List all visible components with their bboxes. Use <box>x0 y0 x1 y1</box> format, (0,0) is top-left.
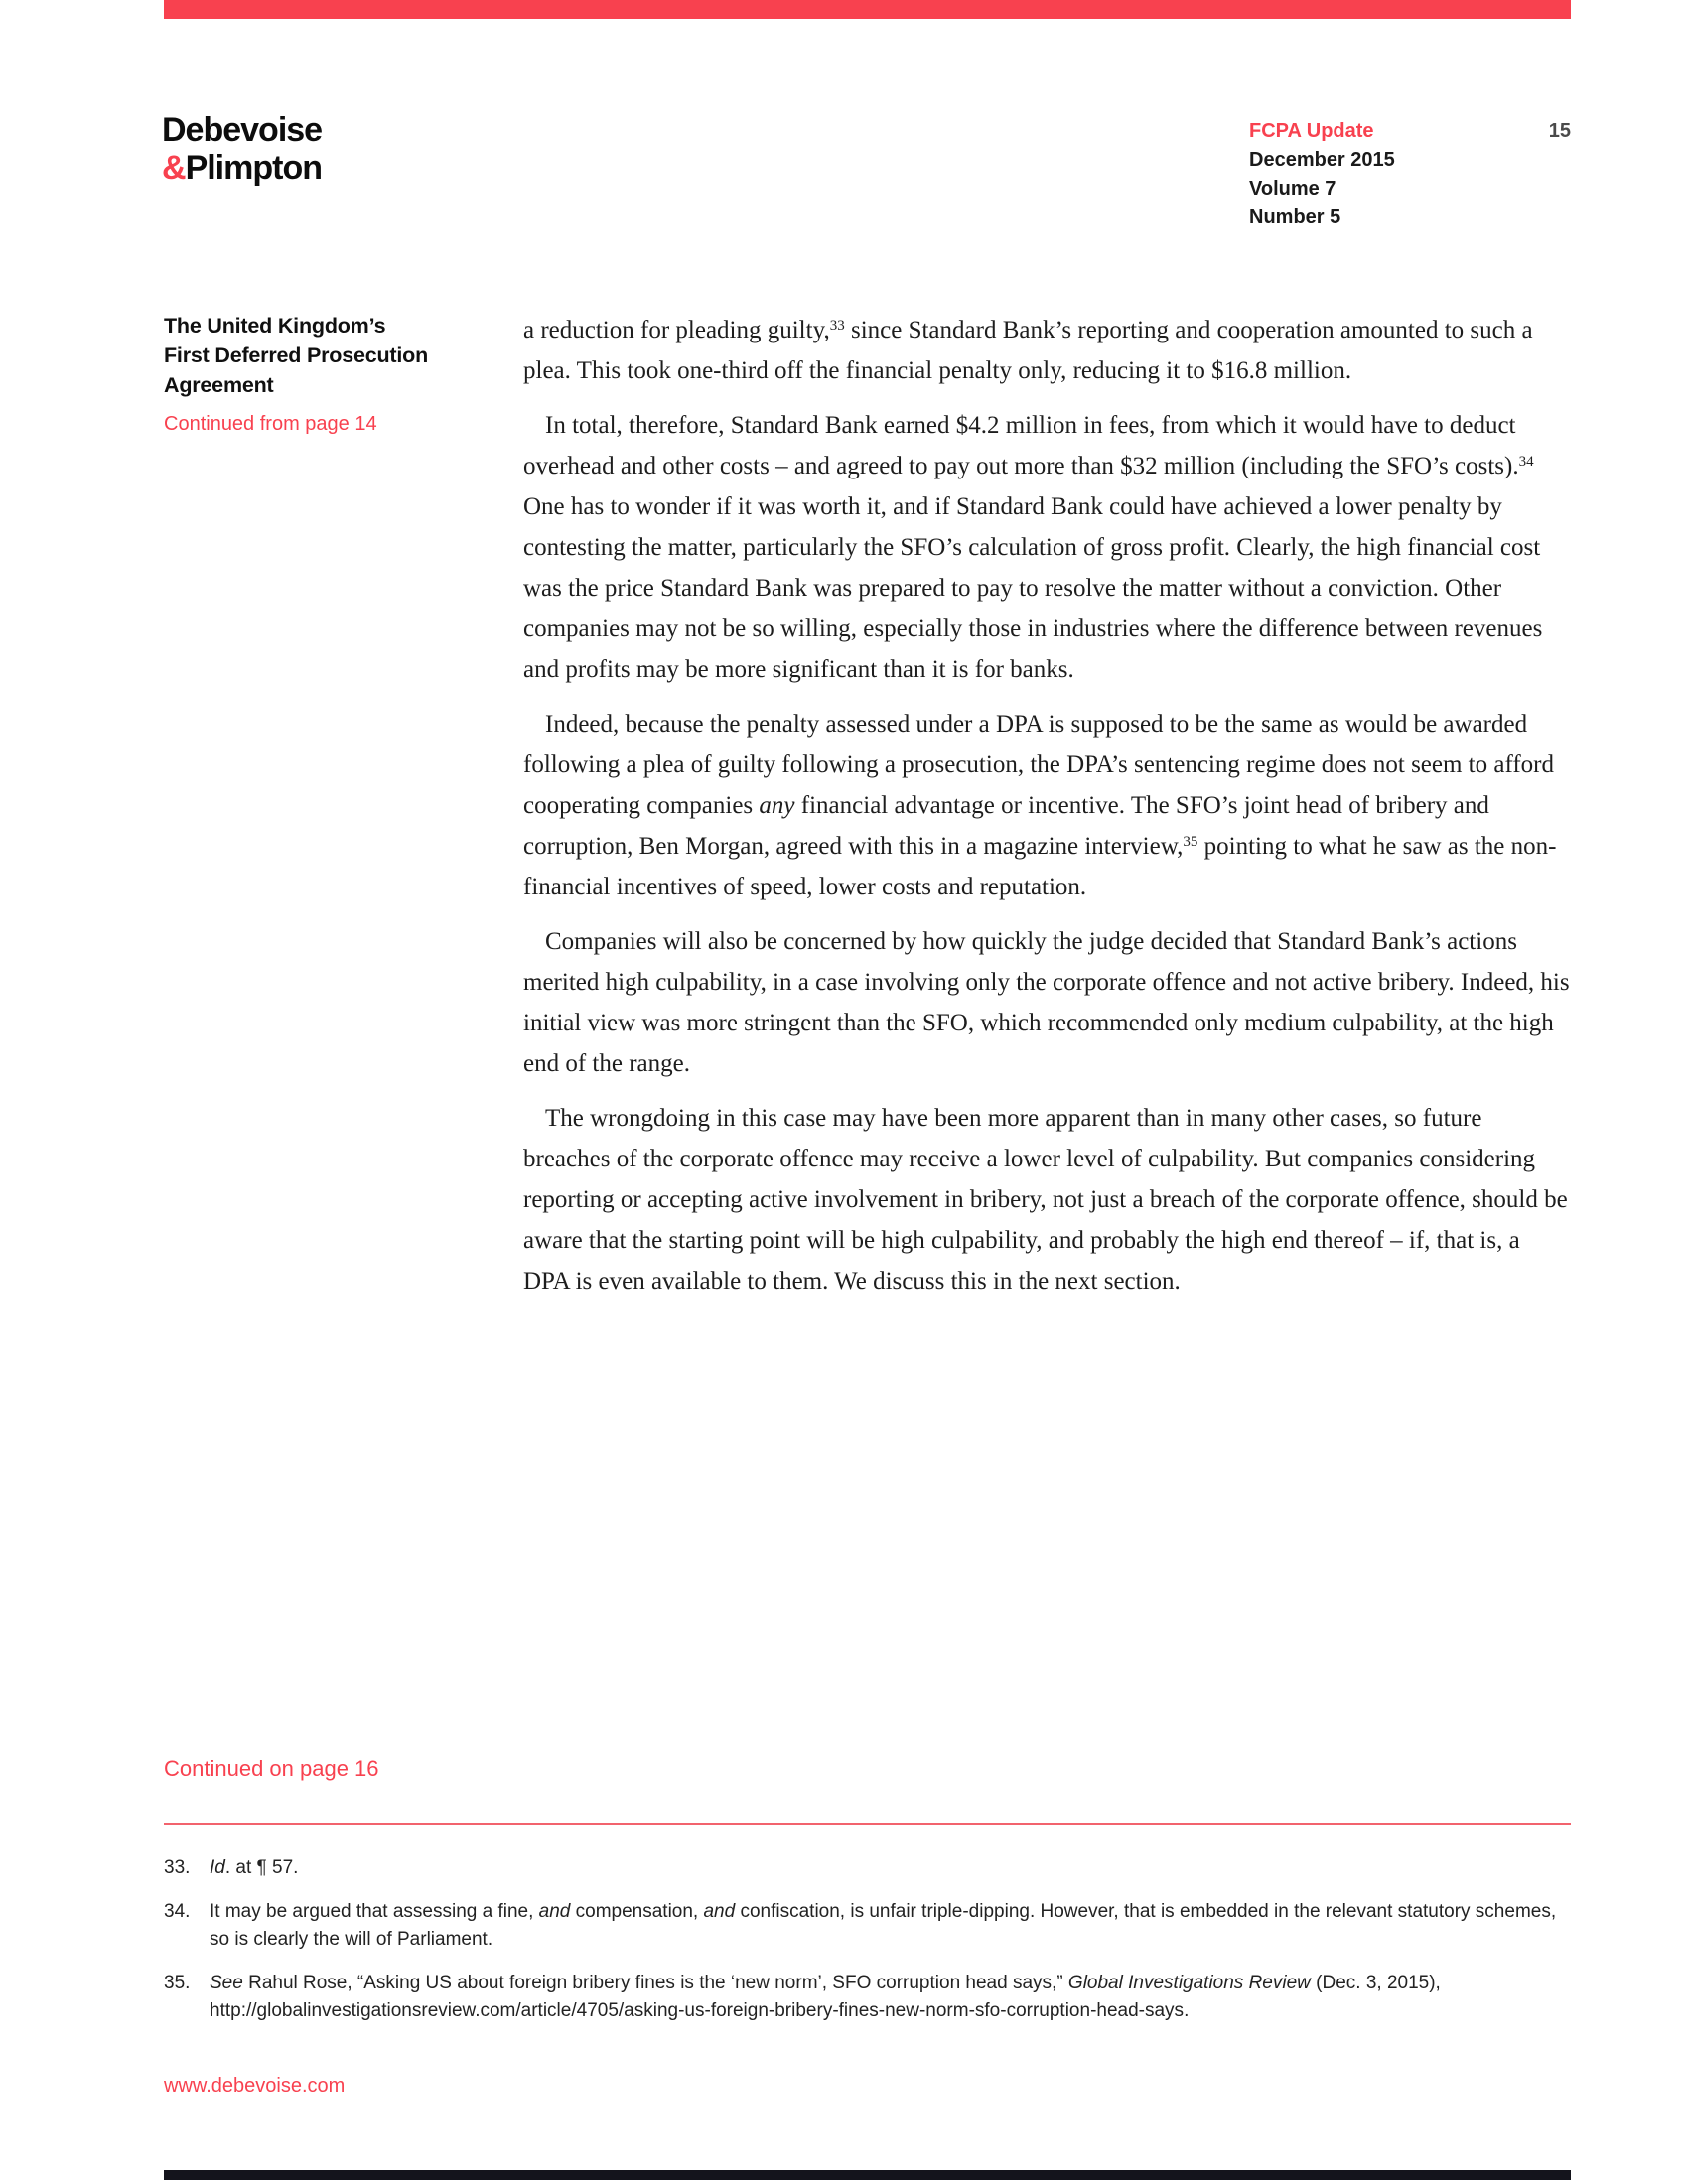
footnote-number: 35. <box>164 1973 191 1993</box>
footnote-url[interactable]: http://globalinvestigationsreview.com/article/4705/asking-us-foreign-bribery-fines-new-norm-sfo-corruption-head-says <box>210 2000 1185 2021</box>
publication-date: December 2015 <box>1249 149 1395 171</box>
logo-text-plimpton: Plimpton <box>185 149 322 187</box>
footnote-number: 33. <box>164 1857 191 1878</box>
body-paragraph: In total, therefore, Standard Bank earned $4.2 million in fees, from which it would have to deduct overhead and other costs – and agreed to pay out more than $32 million (including the SFO’s costs).$^{34}$ One has to wonder if it was worth it, and if Standard Bank could have achieved a lower penalty by contesting the matter, particularly the SFO’s calculation of gross profit. Clearly, the high financial cost was the price Standard Bank was prepared to pay to resolve the matter without a conviction. Other companies may not be so willing, especially those in industries where the difference between revenues and profits may be more significant than it is for banks. <box>523 412 1543 683</box>
body-paragraph: Companies will also be concerned by how quickly the judge decided that Standard Bank’s actions merited high culpability, in a case involving only the corporate offence and not active bribery. Indeed, his initial view was more stringent than the SFO, which recommended only medium culpability, at the high end of the range. <box>523 928 1570 1077</box>
publication-header <box>1249 117 1395 232</box>
article-title-line: Agreement <box>164 373 274 397</box>
footnote-text: See Rahul Rose, “Asking US about foreign bribery fines is the ‘new norm’, SFO corruption head says,” Global Investigations Review (Dec. 3, 2015), http://globalinvestigationsreview.com/article/4705/asking-us-foreign-bribery-fines-new-norm-sfo-corruption-head-says. <box>210 1973 1441 2021</box>
article-body <box>523 310 1572 1315</box>
top-accent-bar <box>164 0 1571 19</box>
footnote <box>164 1854 1571 1882</box>
article-title-line: The United Kingdom’s <box>164 314 386 338</box>
logo-line-1 <box>162 111 322 149</box>
article-title-line: First Deferred Prosecution <box>164 343 429 367</box>
footnote-text: It may be argued that assessing a fine, and compensation, and confiscation, is unfair triple-dipping. However, that is embedded in the relevant statutory schemes, so is clearly the will of Parliament. <box>210 1901 1557 1950</box>
logo-ampersand: & <box>162 149 186 187</box>
article-sidebar <box>164 311 492 437</box>
bottom-accent-bar <box>164 2170 1571 2180</box>
footnote <box>164 1970 1571 2025</box>
body-paragraph: Indeed, because the penalty assessed under a DPA is supposed to be the same as would be awarded following a plea of guilty following a prosecution, the DPA’s sentencing regime does not seem to afford cooperating companies any financial advantage or incentive. The SFO’s joint head of bribery and corruption, Ben Morgan, agreed with this in a magazine interview,$^{35}$ pointing to what he saw as the non-financial incentives of speed, lower costs and reputation. <box>523 711 1557 900</box>
footnote-number: 34. <box>164 1901 191 1922</box>
continued-from-link[interactable]: Continued from page 14 <box>164 413 377 435</box>
page-number: 15 <box>1548 120 1571 142</box>
body-paragraph: The wrongdoing in this case may have been more apparent than in many other cases, so future breaches of the corporate offence may receive a lower level of culpability. But companies considering reporting or accepting active involvement in bribery, not just a breach of the corporate offence, should be aware that the starting point will be high culpability, and probably the high end thereof – if, that is, a DPA is even available to them. We discuss this in the next section. <box>523 1105 1568 1295</box>
logo-line-2 <box>162 149 322 187</box>
continued-on-link[interactable]: Continued on page 16 <box>164 1756 379 1781</box>
article-title <box>164 311 492 400</box>
firm-logo <box>162 111 322 187</box>
body-paragraph: a reduction for pleading guilty,$^{33}$ since Standard Bank’s reporting and cooperation amounted to such a plea. This took one-third off the financial penalty only, reducing it to $16.8 million. <box>523 317 1533 384</box>
logo-text-debevoise: Debevoise <box>162 111 323 149</box>
publication-volume: Volume 7 <box>1249 178 1336 200</box>
footnote-divider <box>164 1823 1571 1825</box>
publication-title: FCPA Update <box>1249 120 1374 142</box>
firm-website-link[interactable]: www.debevoise.com <box>164 2075 346 2097</box>
footnotes-section <box>164 1854 1571 2041</box>
footnote-text: Id. at ¶ 57. <box>210 1857 299 1878</box>
publication-issue: Number 5 <box>1249 206 1341 228</box>
footnote <box>164 1898 1571 1954</box>
